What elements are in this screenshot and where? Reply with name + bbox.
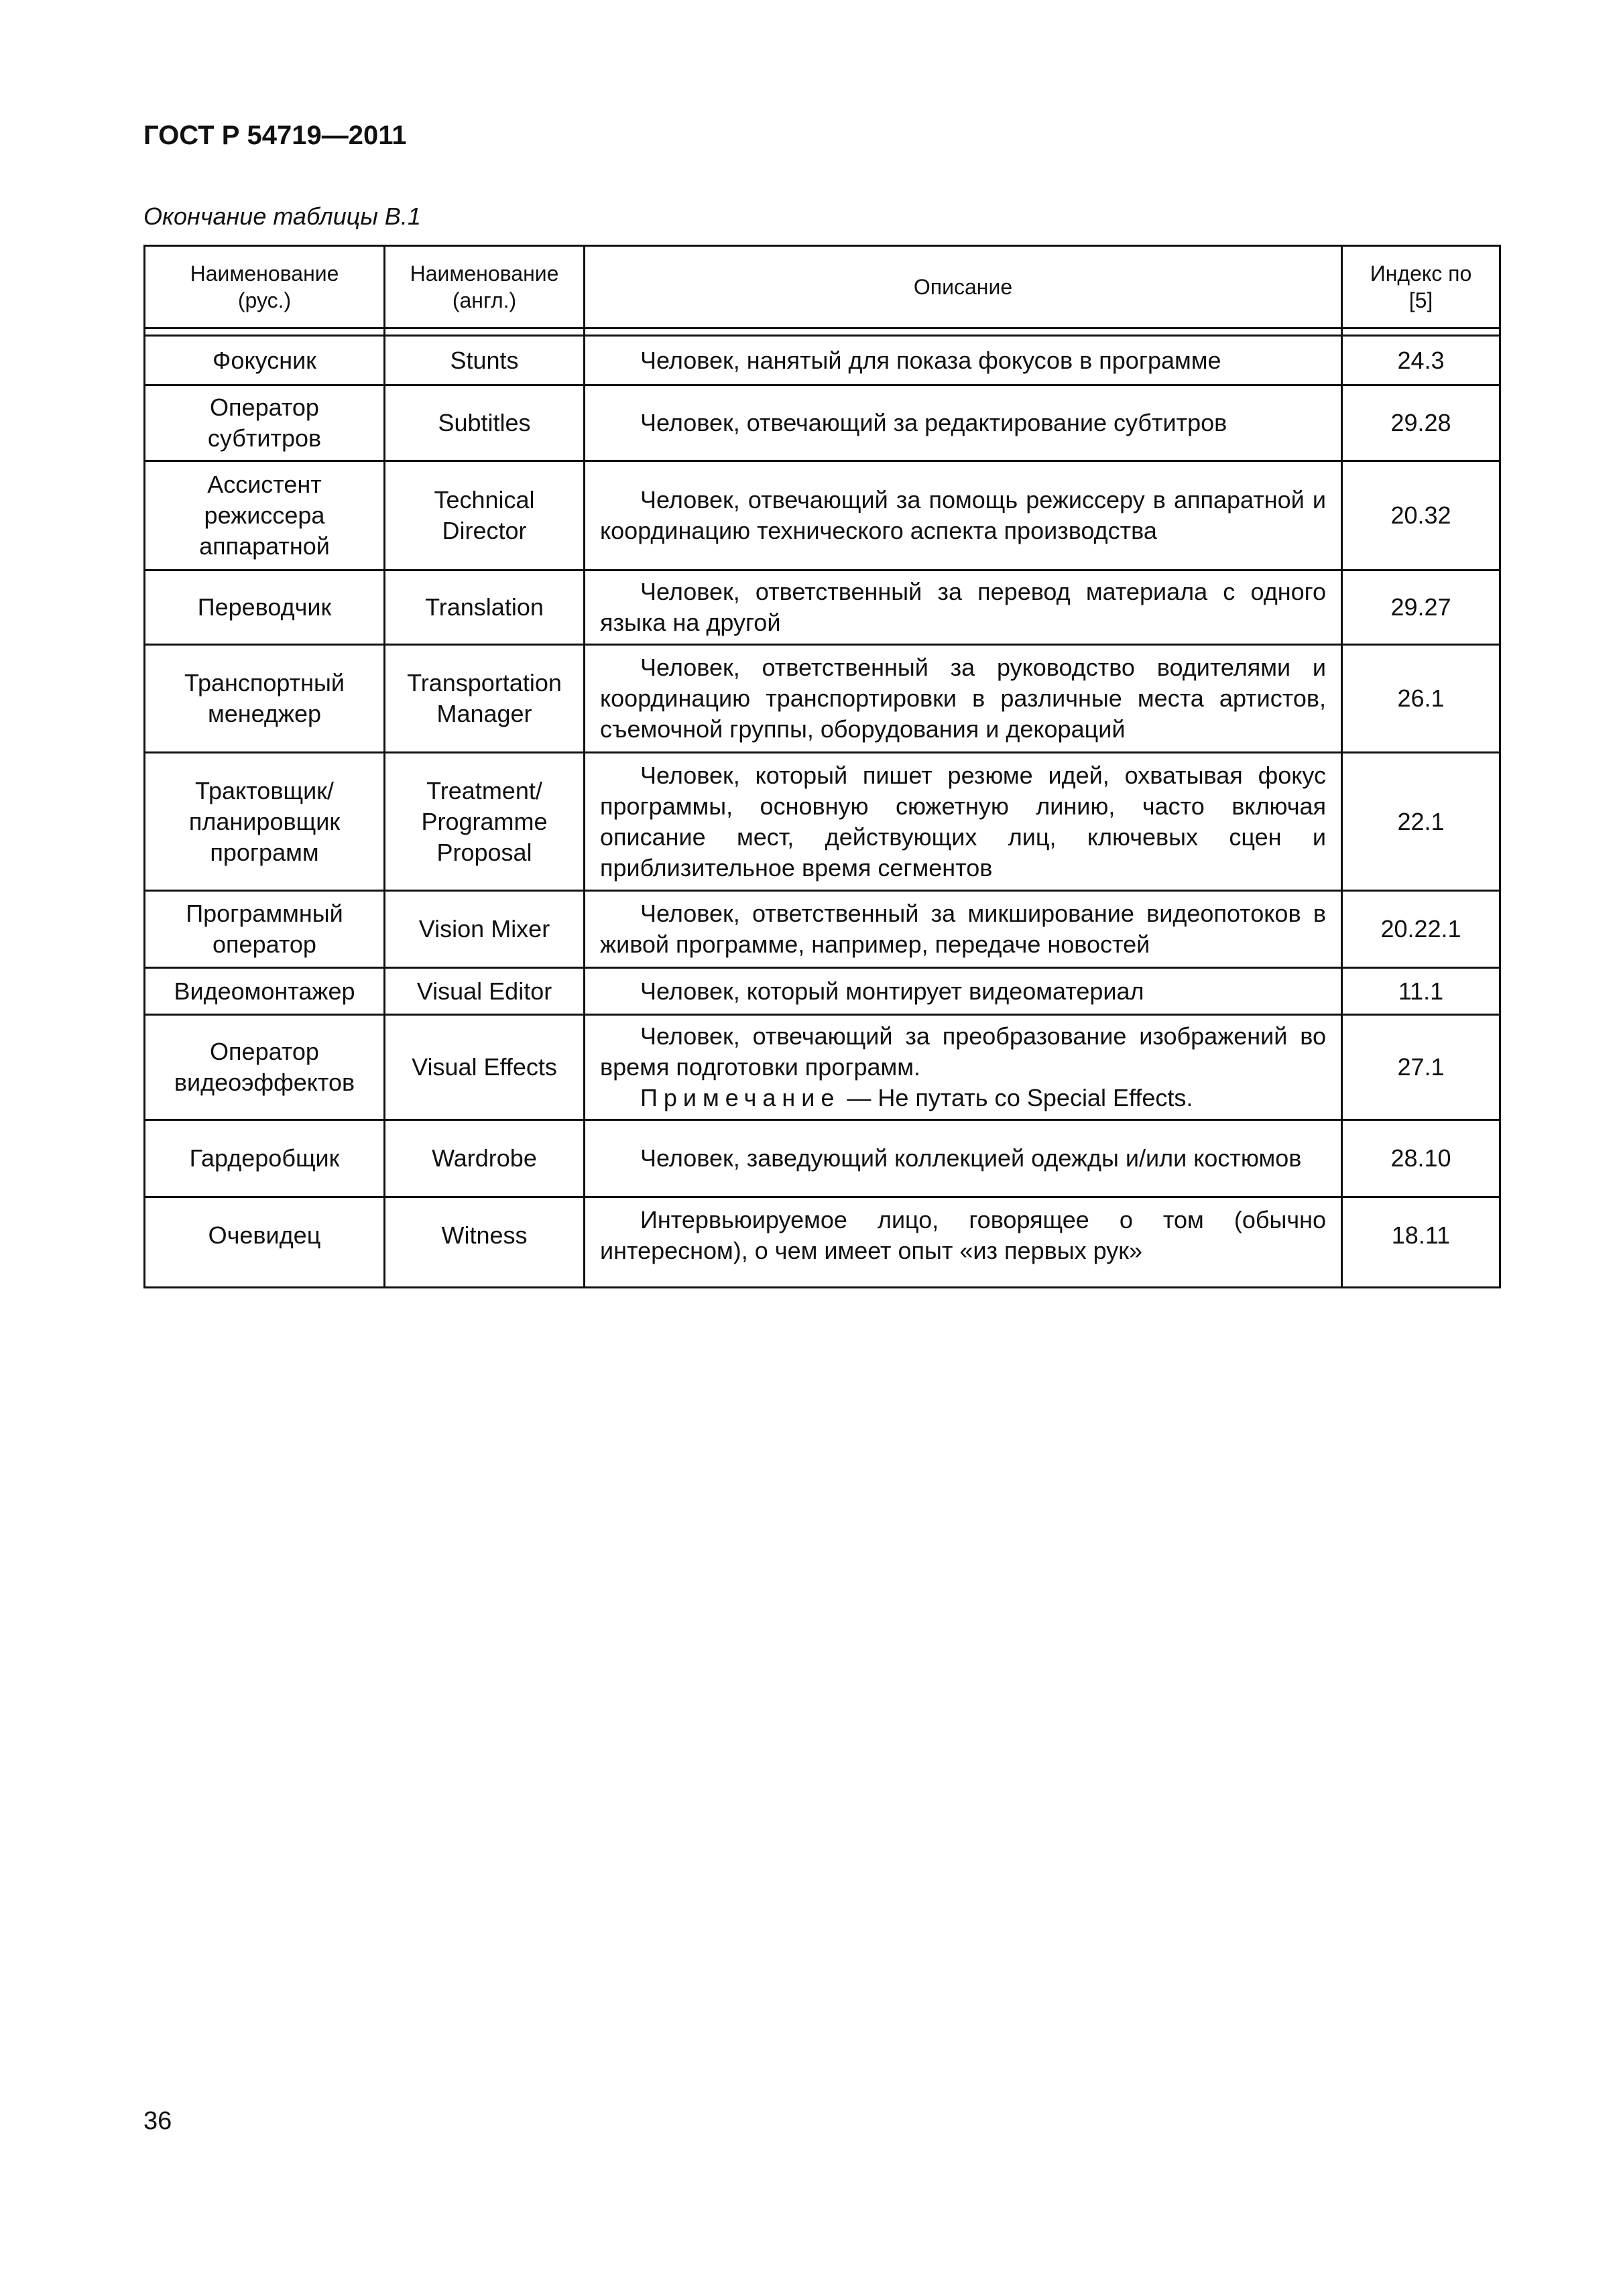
- cell-english-name: Technical Director: [385, 461, 585, 570]
- column-header-russian-name-line2: (рус.): [237, 288, 292, 312]
- cell-index: 28.10: [1342, 1120, 1500, 1197]
- cell-index: 27.1: [1342, 1015, 1500, 1120]
- table-row: [145, 1120, 1500, 1197]
- column-header-russian-name-line1: Наименование: [190, 261, 339, 286]
- cell-index: 18.11: [1342, 1197, 1500, 1288]
- terms-table: [143, 245, 1501, 1288]
- cell-description: Человек, ответственный за руководство водителями и координацию транспортировки в различные места артистов, съемочной группы, оборудования и декораций: [585, 645, 1342, 753]
- table-header-row: [145, 246, 1500, 328]
- description-note: [600, 1083, 1326, 1113]
- cell-english-name: Subtitles: [385, 385, 585, 461]
- description-text: Человек, отвечающий за преобразование изображений во время подготовки программ.: [600, 1022, 1326, 1081]
- cell-index: 20.32: [1342, 461, 1500, 570]
- cell-description: [585, 1015, 1342, 1120]
- table-row: [145, 1197, 1500, 1288]
- column-header-russian-name: [145, 246, 385, 328]
- cell-russian-name: Трактовщик/ планировщик программ: [145, 753, 385, 891]
- page-number: 36: [143, 2107, 172, 2135]
- cell-index: 29.28: [1342, 385, 1500, 461]
- column-header-index-line2: [5]: [1408, 288, 1433, 312]
- cell-description: Человек, нанятый для показа фокусов в программе: [585, 336, 1342, 385]
- table-row: [145, 1015, 1500, 1120]
- cell-index: 22.1: [1342, 753, 1500, 891]
- note-label: Примечание: [640, 1084, 841, 1111]
- separator-cell: [385, 328, 585, 336]
- separator-cell: [145, 328, 385, 336]
- table-row: [145, 968, 1500, 1015]
- cell-english-name: Treatment/ Programme Proposal: [385, 753, 585, 891]
- note-text: — Не путать со Special Effects.: [840, 1084, 1193, 1111]
- column-header-index-line1: Индекс по: [1370, 261, 1472, 286]
- document-id: ГОСТ Р 54719—2011: [143, 121, 407, 150]
- cell-description: Человек, заведующий коллекцией одежды и/или костюмов: [585, 1120, 1342, 1197]
- table-row: [145, 461, 1500, 570]
- cell-russian-name: Гардеробщик: [145, 1120, 385, 1197]
- cell-russian-name: Оператор субтитров: [145, 385, 385, 461]
- table-row: [145, 891, 1500, 968]
- cell-english-name: Wardrobe: [385, 1120, 585, 1197]
- column-header-english-name-line2: (англ.): [452, 288, 517, 312]
- cell-russian-name: Оператор видеоэффектов: [145, 1015, 385, 1120]
- cell-english-name: Visual Editor: [385, 968, 585, 1015]
- table-row: [145, 753, 1500, 891]
- cell-description: Человек, ответственный за перевод материала с одного языка на другой: [585, 570, 1342, 645]
- separator-cell: [585, 328, 1342, 336]
- cell-index: 11.1: [1342, 968, 1500, 1015]
- cell-description: Человек, который пишет резюме идей, охватывая фокус программы, основную сюжетную линию, часто включая описание мест, действующих лиц, ключевых сцен и приблизительное время сегментов: [585, 753, 1342, 891]
- cell-english-name: Witness: [385, 1197, 585, 1288]
- table-row: [145, 645, 1500, 753]
- column-header-index: [1342, 246, 1500, 328]
- cell-russian-name: Очевидец: [145, 1197, 385, 1288]
- column-header-description: Описание: [585, 246, 1342, 328]
- table-row: [145, 385, 1500, 461]
- cell-description: Человек, ответственный за микширование видеопотоков в живой программе, например, передаче новостей: [585, 891, 1342, 968]
- table-caption: Окончание таблицы В.1: [143, 202, 421, 230]
- cell-description: Человек, отвечающий за помощь режиссеру в аппаратной и координацию технического аспекта производства: [585, 461, 1342, 570]
- separator-cell: [1342, 328, 1500, 336]
- cell-index: 29.27: [1342, 570, 1500, 645]
- cell-english-name: Transportation Manager: [385, 645, 585, 753]
- cell-russian-name: Ассистент режиссера аппаратной: [145, 461, 385, 570]
- cell-description: Интервьюируемое лицо, говорящее о том (обычно интересном), о чем имеет опыт «из первых рук»: [585, 1197, 1342, 1288]
- cell-russian-name: Видеомонтажер: [145, 968, 385, 1015]
- cell-russian-name: Транспортный менеджер: [145, 645, 385, 753]
- cell-index: 20.22.1: [1342, 891, 1500, 968]
- cell-russian-name: Фокусник: [145, 336, 385, 385]
- cell-english-name: Vision Mixer: [385, 891, 585, 968]
- column-header-english-name-line1: Наименование: [410, 261, 559, 286]
- cell-russian-name: Переводчик: [145, 570, 385, 645]
- cell-description: Человек, который монтирует видеоматериал: [585, 968, 1342, 1015]
- cell-english-name: Visual Effects: [385, 1015, 585, 1120]
- cell-russian-name: Программный оператор: [145, 891, 385, 968]
- cell-english-name: Translation: [385, 570, 585, 645]
- cell-index: 24.3: [1342, 336, 1500, 385]
- table-row: [145, 570, 1500, 645]
- table-row: [145, 336, 1500, 385]
- header-separator-row: [145, 328, 1500, 336]
- cell-index: 26.1: [1342, 645, 1500, 753]
- cell-english-name: Stunts: [385, 336, 585, 385]
- column-header-english-name: [385, 246, 585, 328]
- cell-description: Человек, отвечающий за редактирование субтитров: [585, 385, 1342, 461]
